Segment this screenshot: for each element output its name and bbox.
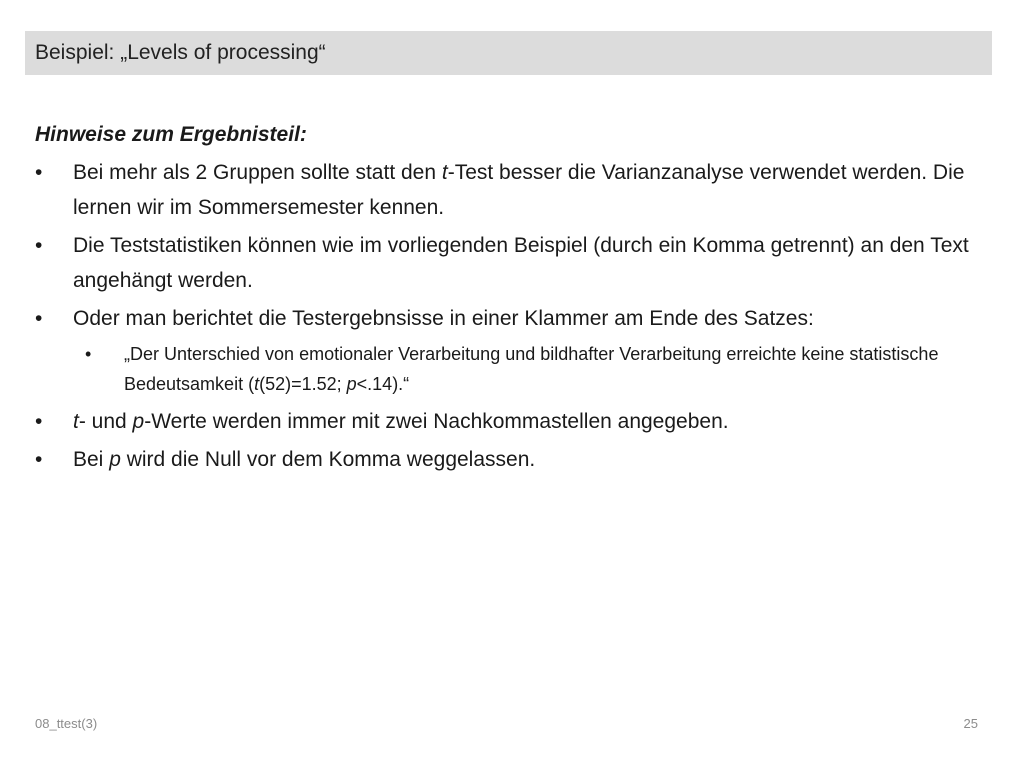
section-heading: Hinweise zum Ergebnisteil: — [35, 123, 307, 146]
bullet-dot-icon: • — [35, 410, 43, 433]
slide-title: Beispiel: „Levels of processing“ — [35, 41, 326, 64]
bullet-dot-icon: • — [35, 448, 43, 471]
bullet-dot-icon: • — [35, 234, 43, 257]
sub-bullet-dot-icon: • — [85, 344, 92, 364]
sub-bullet-item-1: • „Der Unterschied von emotionaler Verarbeitung und bildhafter Verarbeitung erreichte keine statistische Bedeutsamkeit (t(52)=1.52; p<.14).“ — [35, 339, 995, 399]
slide-title-bar — [25, 31, 992, 75]
footer-source: 08_ttest(3) — [35, 716, 98, 731]
page-number: 25 — [963, 716, 978, 731]
bullet-item-2: • Die Teststatistiken können wie im vorliegenden Beispiel (durch ein Komma getrennt) an den Text angehängt werden. — [35, 228, 995, 298]
bullet-item-5: • Bei p wird die Null vor dem Komma weggelassen. — [35, 442, 995, 477]
bullet-item-4: • t- und p-Werte werden immer mit zwei Nachkommastellen angegeben. — [35, 404, 995, 439]
slide-content — [35, 120, 995, 480]
bullet-dot-icon: • — [35, 161, 43, 184]
bullet-item-1: • Bei mehr als 2 Gruppen sollte statt den t-Test besser die Varianzanalyse verwendet werden. Die lernen wir im Sommersemester kennen. — [35, 155, 995, 225]
bullet-item-3: • Oder man berichtet die Testergebnsisse in einer Klammer am Ende des Satzes: — [35, 301, 995, 336]
bullet-dot-icon: • — [35, 307, 43, 330]
